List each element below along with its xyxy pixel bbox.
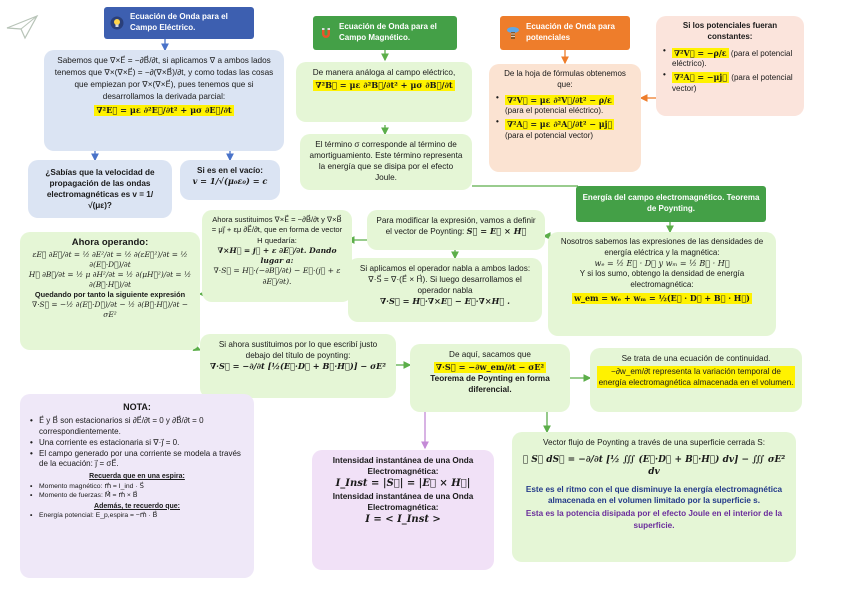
operating-line-h: H⃗ ∂B⃗/∂t = ½ μ ∂H²/∂t = ½ ∂(μH⃗²)/∂t = ½ ∂(B⃗·H⃗)/∂t: [28, 269, 192, 289]
electric-header-label: Ecuación de Onda para el Campo Eléctrico.: [130, 12, 228, 32]
substitution-formula-h: ∇×H⃗ = j⃗ + ε ∂E⃗/∂t. Dando lugar a:: [217, 245, 337, 265]
substitution-formula-s: ∇·S⃗ = H⃗·(−∂B⃗/∂t) − E⃗·(j⃗ + ε ∂E⃗/∂t).: [213, 266, 341, 286]
intensity-label-1: Intensidad instantánea de una Onda Electromagnética:: [332, 456, 474, 477]
note-title: NOTA:: [123, 402, 151, 412]
flux-formula: ∯ S⃗ dS⃗ = −∂/∂t [½ ∭ (E⃗·D⃗ + B⃗·H⃗) dv] − ∭ σE² dv: [522, 455, 786, 478]
potentials-header: [500, 16, 630, 50]
energy-header-label: Energía del campo electromagnético. Teorema de Poynting.: [582, 193, 760, 213]
note-box: [20, 394, 254, 578]
energy-header: [576, 186, 766, 222]
magnetic-explanation: De manera análoga al campo eléctrico,: [312, 68, 456, 77]
note-item-stationary: • E⃗ y B⃗ son estacionarios si ∂E⃗/∂t = 0 y ∂B⃗/∂t = 0 correspondientemente.: [30, 416, 244, 438]
constant-potentials-box: [656, 16, 804, 116]
damping-text: El término σ corresponde al término de amortiguamiento. Este término representa la energía que se disipa por el efecto Joule.: [309, 140, 463, 183]
potentials-intro: De la hoja de fórmulas obtenemos que:: [504, 69, 626, 89]
energy-density-formula: wₑ = ½ E⃗ · D⃗ y wₘ = ½ B⃗ · H⃗: [594, 258, 730, 268]
electric-field-header: [104, 7, 254, 39]
energy-line2: Y si los sumo, obtengo la densidad de energía electromagnética:: [579, 269, 745, 290]
note-item-field: • El campo generado por una corriente se modela a través de la ecuación: j⃗ = σE⃗.: [30, 449, 244, 471]
operating-title: Ahora operando:: [71, 237, 149, 248]
em-energy-density-formula: w_em = wₑ + wₘ = ½(E⃗ · D⃗ + B⃗ · H⃗): [574, 292, 750, 303]
velocity-box: [28, 160, 172, 218]
operating-line-result-label: Quedando por tanto la siguiente expresión: [34, 289, 186, 299]
nabla-formula: ∇·S⃗ = H⃗·∇×E⃗ − E⃗·∇×H⃗ .: [379, 296, 511, 307]
constant-potentials-item-vector: • ∇²A⃗ = −μj⃗ (para el potencial vector): [663, 70, 797, 95]
lightbulb-icon: [110, 16, 124, 30]
potentials-box: [489, 64, 641, 172]
poynting-flux-box: [512, 432, 796, 562]
magnet-icon: [319, 26, 333, 40]
poynting-vector-formula: S⃗ = E⃗ × H⃗: [466, 226, 527, 237]
continuity-text: Se trata de una ecuación de continuidad.: [621, 354, 771, 363]
poynting-theorem-box: [410, 344, 570, 412]
energy-densities-box: [548, 232, 776, 336]
cloud-tower-icon: [506, 26, 520, 40]
energy-line1: Nosotros sabemos las expresiones de las densidades de energía eléctrica y la magnética:: [560, 237, 764, 257]
substitution-text: Ahora sustituimos ∇×E⃗ = −∂B⃗/∂t y ∇×B⃗ = μj⃗ + εμ ∂E⃗/∂t, que en forma de vector H quedaría:: [211, 215, 343, 245]
flux-note-energy: Este es el ritmo con el que disminuye la energía electromagnética almacenada en el volumen limitado por la superficie s.: [525, 485, 783, 506]
intensity-label-2: Intensidad instantánea de una Onda Electromagnética:: [332, 491, 474, 512]
vacuum-formula: v = 1/√(μ₀ε₀) = c: [192, 176, 268, 187]
magnetic-header-label: Ecuación de Onda para el Campo Magnético.: [339, 22, 437, 42]
magnetic-wave-formula: ∇²B⃗ = με ∂²B⃗/∂t² + μσ ∂B⃗/∂t: [315, 80, 453, 91]
nabla-operator-box: [348, 258, 542, 322]
poynting-theorem-formula: ∇·S⃗ = −∂w_em/∂t − σE²: [435, 362, 545, 373]
electric-wave-formula: ∇²E⃗ = με ∂²E⃗/∂t² + μσ ∂E⃗/∂t: [96, 104, 232, 115]
substitution-box: [202, 210, 352, 302]
instant-intensity-formula: I_Inst = |S⃗| = |E⃗ × H⃗|: [335, 478, 471, 490]
damping-box: [300, 134, 472, 190]
note-subtitle-reminder: Además, te recuerdo que:: [94, 502, 180, 510]
mean-intensity-formula: I = < I_Inst >: [365, 513, 441, 525]
constant-potentials-item-electric: • ∇²V⃗ = −ρ/ε (para el potencial eléctrico).: [663, 46, 797, 71]
note-item-current: • Una corriente es estacionaria si ∇·j⃗ = 0.: [30, 438, 244, 449]
conclusion-text: De aquí, sacamos que: [449, 350, 531, 359]
nabla-text: Si aplicamos el operador nabla a ambos lados: ∇·S⃗ = ∇·(E⃗ × H⃗). Si luego desarrollamos el operador nabla: [359, 264, 531, 296]
electric-wave-box: [44, 50, 284, 151]
velocity-text: ¿Sabías que la velocidad de propagación de las ondas electromagnéticas es v = 1/√(με)?: [45, 167, 155, 211]
note-subtitle-loop: Recuerda que en una espira:: [89, 473, 185, 481]
operating-result-formula: ∇·S⃗ = −½ ∂(E⃗·D⃗)/∂t − ½ ∂(B⃗·H⃗)/∂t − σE²: [32, 299, 188, 319]
constant-potentials-title: Si los potenciales fueran constantes:: [682, 21, 778, 41]
paper-plane-icon: [5, 14, 39, 40]
operating-box: [20, 232, 200, 350]
potentials-item-vector: • ∇²A⃗ = με ∂²A⃗/∂t² − μj⃗ (para el potencial vector): [496, 117, 634, 142]
magnetic-wave-box: [296, 62, 472, 122]
electric-explanation: Sabemos que ∇×E⃗ = −∂B⃗/∂t, si aplicamos ∇ a ambos lados tenemos que ∇×(∇×E⃗) = −∂(∇×B⃗)/∂t, y como todas las cosas que empiezan por ∇×(∇×E⃗), pues tenemos que si desarrollamos la derivada parcial:: [54, 56, 274, 101]
vacuum-title: Si es en el vacío:: [197, 166, 263, 175]
continuity-highlight: −∂w_em/∂t representa la variación temporal de energía electromagnética almacenada en el volumen.: [598, 367, 794, 388]
intensity-box: [312, 450, 494, 570]
note-potential-energy: • Energía potencial: E_p,espira = −m⃗ · B⃗: [30, 511, 244, 520]
flux-title: Vector flujo de Poynting a través de una superficie cerrada S:: [542, 438, 766, 447]
note-magnetic-moment: • Momento magnético: m⃗ = I_ind · S⃗: [30, 482, 244, 491]
operating-line-e: εE⃗ ∂E⃗/∂t = ½ ∂E²/∂t = ½ ∂(εE⃗²)/∂t = ½ ∂(E⃗·D⃗)/∂t: [32, 249, 188, 269]
potentials-item-electric: • ∇²V⃗ = με ∂²V⃗/∂t² − ρ/ε (para el potencial eléctrico).: [496, 93, 634, 118]
continuity-box: [590, 348, 802, 412]
poynting-substitution-box: [200, 334, 396, 398]
note-torque: • Momento de fuerzas: M⃗ = m⃗ × B⃗: [30, 491, 244, 500]
poynting-definition-box: [367, 210, 545, 250]
poynting-definition-text: Para modificar la expresión, vamos a definir el vector de Poynting:: [376, 216, 536, 237]
poynting-substitution-formula: ∇·S⃗ = −∂/∂t [½(E⃗·D⃗ + B⃗·H⃗)] − σE²: [209, 361, 386, 372]
flux-note-joule: Esta es la potencia disipada por el efecto Joule en el interior de la superficie.: [525, 509, 783, 530]
potentials-header-label: Ecuación de Onda para potenciales: [526, 22, 615, 42]
poynting-theorem-title: Teorema de Poynting en forma diferencial.: [430, 374, 550, 395]
poynting-substitution-text: Si ahora sustituimos por lo que escribí justo debajo del título de poynting:: [218, 340, 378, 361]
vacuum-box: [180, 160, 280, 200]
magnetic-field-header: [313, 16, 457, 50]
